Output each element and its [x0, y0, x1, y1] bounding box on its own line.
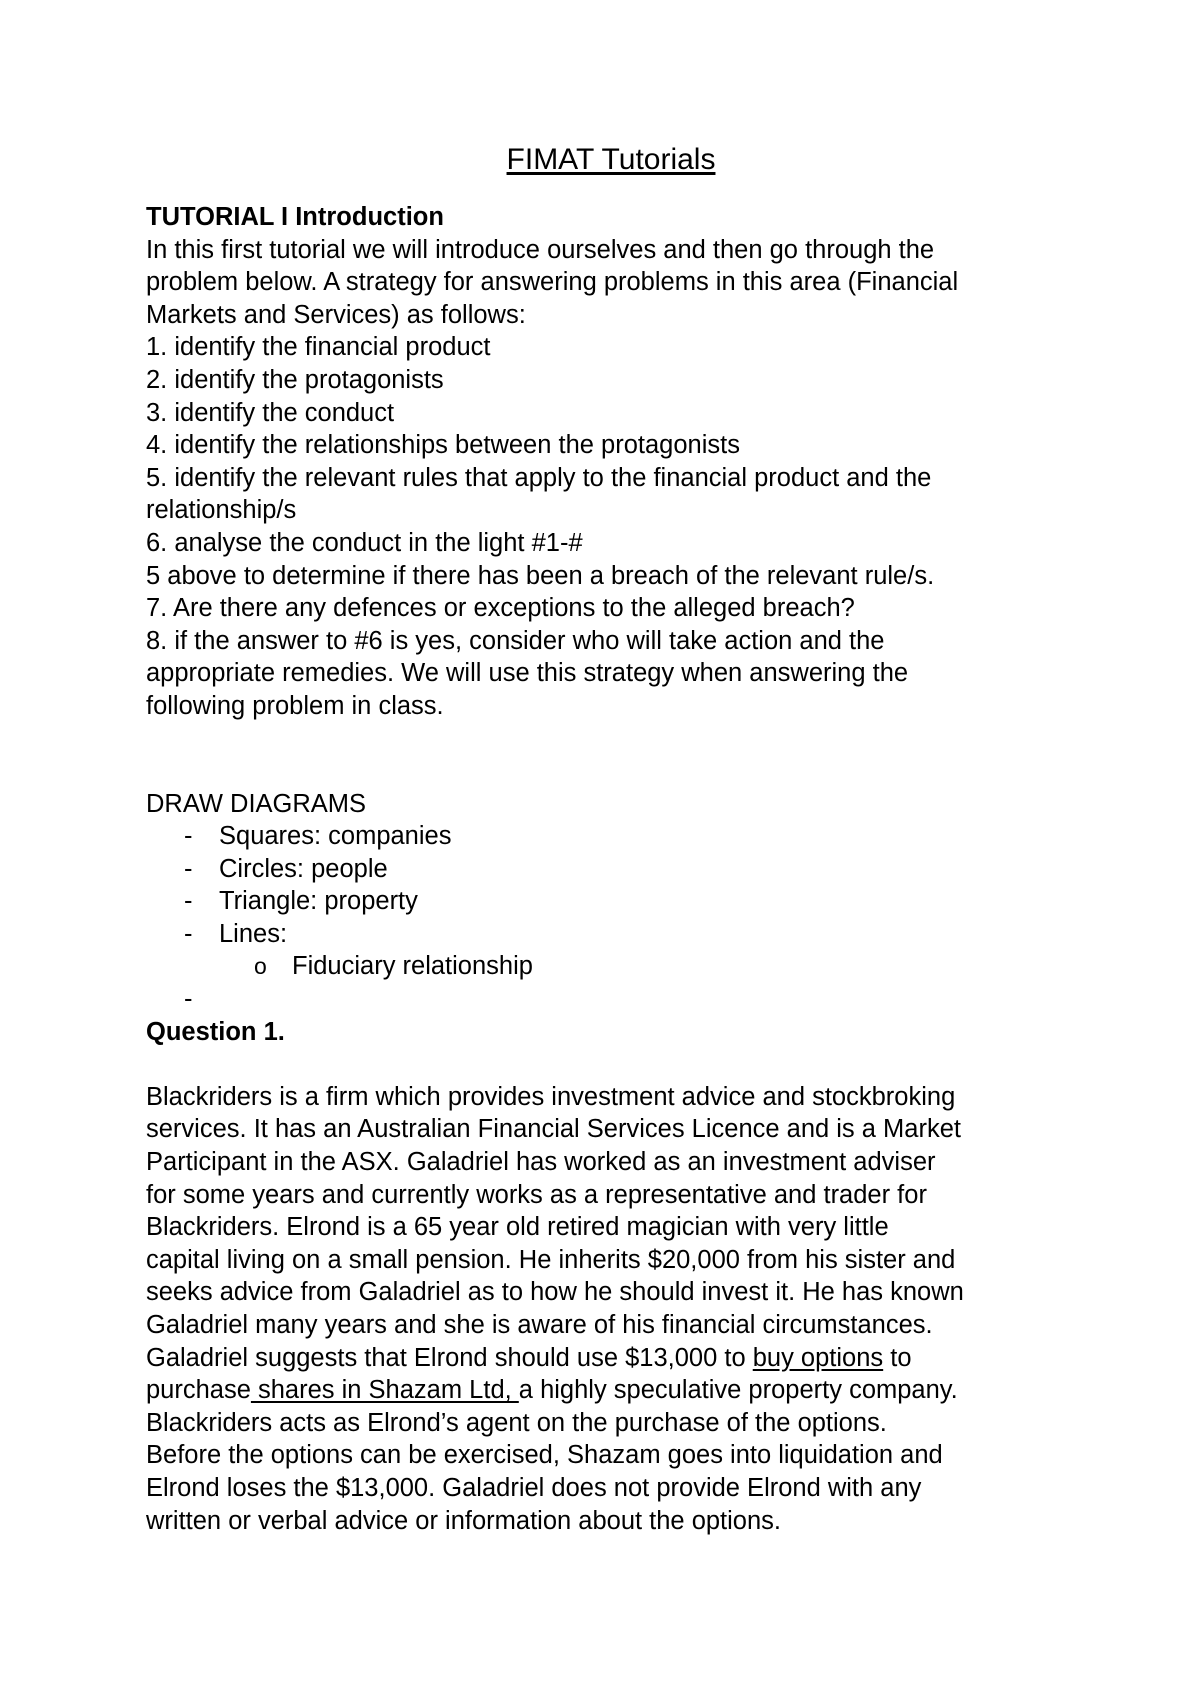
empty-list [146, 983, 1076, 1016]
diagram-list [146, 820, 1076, 950]
strategy-step: relationship/s [146, 496, 297, 525]
strategy-step: 7. Are there any defences or exceptions to the alleged breach? [146, 594, 855, 623]
strategy-step: 5. identify the relevant rules that apply to the financial product and the [146, 463, 932, 492]
bullet-dash: - [184, 887, 193, 916]
tutorial-heading: TUTORIAL I Introduction [146, 203, 444, 231]
strategy-step: 8. if the answer to #6 is yes, consider who will take action and the [146, 626, 885, 655]
intro-line: In this first tutorial we will introduce ourselves and then go through the [146, 235, 935, 264]
strategy-step: 6. analyse the conduct in the light #1-# [146, 528, 583, 557]
bullet-dash: - [184, 822, 193, 851]
line-text: Galadriel suggests that Elrond should use $13,000 to [146, 1343, 753, 1372]
question-line [146, 1374, 1076, 1407]
intro-line: Markets and Services) as follows: [146, 300, 526, 329]
list-item [146, 918, 1076, 951]
diagrams-heading: DRAW DIAGRAMS [146, 789, 367, 818]
question-line: seeks advice from Galadriel as to how he should invest it. He has known [146, 1278, 964, 1307]
line-text: to [883, 1343, 912, 1372]
strategy-step: 4. identify the relationships between the protagonists [146, 431, 740, 460]
question-body [146, 1081, 1076, 1537]
strategy-step: 5 above to determine if there has been a breach of the relevant rule/s. [146, 561, 935, 590]
section-gap [146, 723, 1076, 788]
line-text: a highly speculative property company. [518, 1376, 958, 1405]
question-line: Blackriders. Elrond is a 65 year old retired magician with very little [146, 1213, 889, 1242]
list-item-label: Lines: [219, 919, 288, 948]
lines-sub-list [146, 950, 1076, 983]
list-item-label: Circles: people [219, 854, 388, 883]
question-line: written or verbal advice or information about the options. [146, 1506, 782, 1535]
intro-line: problem below. A strategy for answering problems in this area (Financial [146, 268, 959, 297]
question-line: Blackriders acts as Elrond’s agent on the purchase of the options. [146, 1408, 887, 1437]
list-item [146, 950, 1076, 983]
underlined-text: buy options [752, 1343, 884, 1372]
question-line: Elrond loses the $13,000. Galadriel does not provide Elrond with any [146, 1473, 922, 1502]
document-title: FIMAT Tutorials [506, 143, 716, 176]
list-item [146, 885, 1076, 918]
list-item [146, 983, 1076, 1016]
question-line: Before the options can be exercised, Shazam goes into liquidation and [146, 1441, 943, 1470]
list-item-label: Fiduciary relationship [292, 952, 533, 981]
question-line: Participant in the ASX. Galadriel has worked as an investment adviser [146, 1148, 936, 1177]
strategy-step: appropriate remedies. We will use this strategy when answering the [146, 659, 909, 688]
intro-section [146, 234, 1076, 723]
list-item-label: Squares: companies [219, 822, 452, 851]
question-line: services. It has an Australian Financial Services Licence and is a Market [146, 1115, 961, 1144]
question-line: for some years and currently works as a representative and trader for [146, 1180, 927, 1209]
list-item-label: Triangle: property [219, 887, 418, 916]
question-heading: Question 1. [146, 1017, 285, 1046]
document-body [146, 140, 1076, 1537]
strategy-step: 3. identify the conduct [146, 398, 395, 427]
question-line: Galadriel many years and she is aware of his financial circumstances. [146, 1311, 933, 1339]
list-item [146, 820, 1076, 853]
line-text: purchase [146, 1376, 251, 1405]
circle-bullet-icon: o [254, 953, 267, 980]
bullet-dash: - [184, 919, 193, 948]
strategy-step: following problem in class. [146, 691, 444, 720]
question-line [146, 1342, 1076, 1375]
bullet-dash: - [184, 854, 193, 883]
question-line: Blackriders is a firm which provides investment advice and stockbroking [146, 1082, 956, 1111]
strategy-step: 1. identify the financial product [146, 333, 491, 362]
underlined-text: shares in Shazam Ltd, [250, 1376, 519, 1405]
list-item [146, 853, 1076, 886]
bullet-dash: - [184, 985, 193, 1014]
strategy-step: 2. identify the protagonists [146, 365, 444, 394]
section-gap [146, 1048, 1076, 1081]
question-line: capital living on a small pension. He inherits $20,000 from his sister and [146, 1245, 956, 1274]
